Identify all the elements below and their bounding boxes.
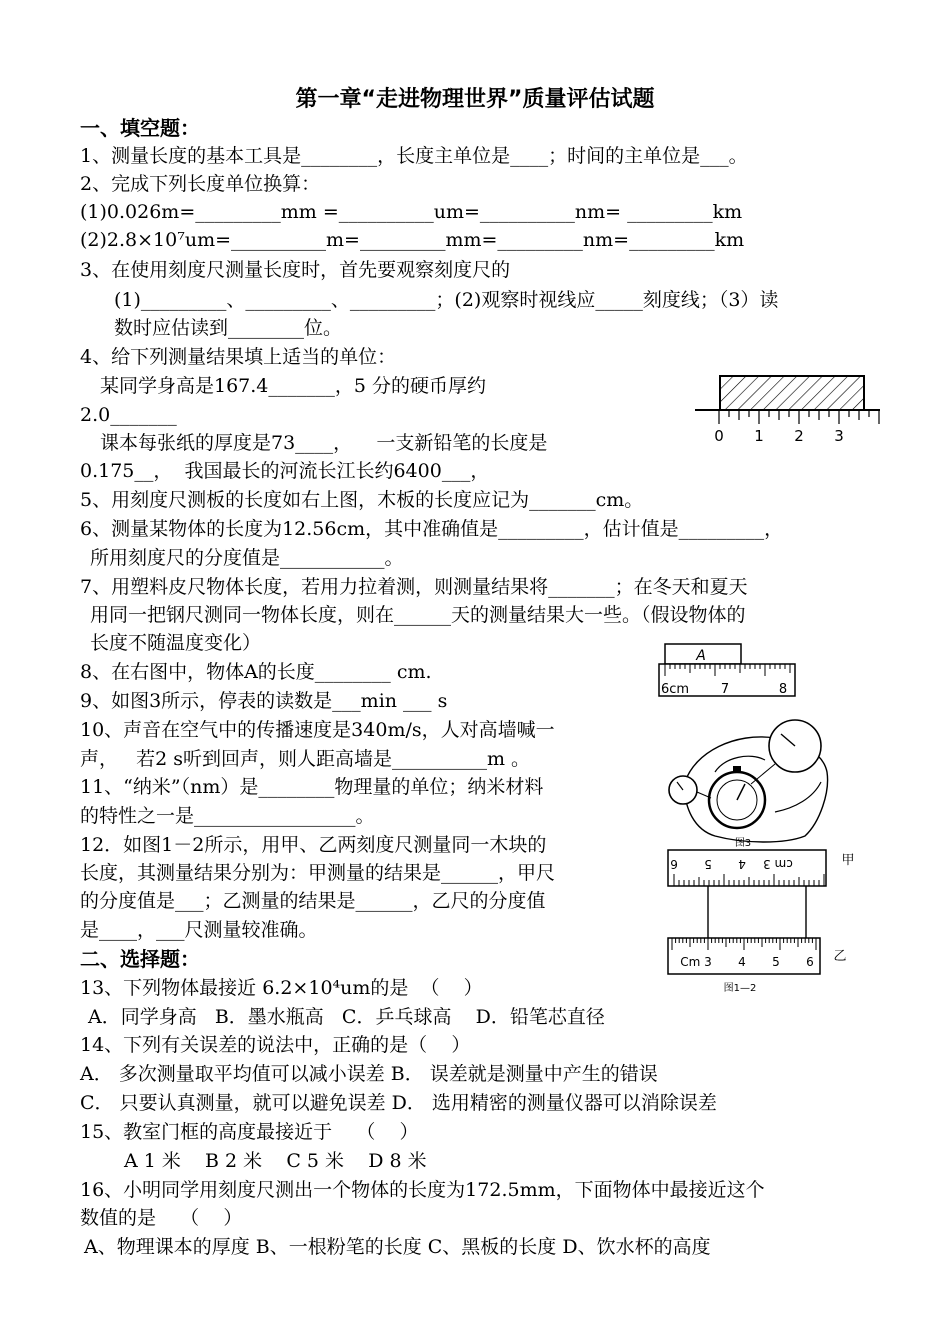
- question-9: 9、如图3所示，停表的读数是___min ___ s: [80, 690, 448, 712]
- question-12: 12．如图1－2所示，用甲、乙两刻度尺测量同一木块的: [80, 834, 547, 856]
- question-5: 5、用刻度尺测板的长度如右上图，木板的长度应记为_______cm。: [80, 489, 644, 511]
- question-1: 1、测量长度的基本工具是________，长度主单位是____；时间的主单位是___。: [80, 145, 748, 167]
- question-10-line-2: 声， 若2 s听到回声，则人距高墙是__________m 。: [80, 748, 531, 770]
- question-6: 6、测量某物体的长度为12.56cm，其中准确值是_________，估计值是_________，: [80, 518, 784, 540]
- question-3-line-3: 数时应估读到________位。: [114, 317, 343, 339]
- ruler-yi-label-cm3: Cm 3: [680, 955, 712, 969]
- question-15-options: A 1 米 B 2 米 C 5 米 D 8 米: [124, 1150, 427, 1172]
- question-7-line-3: 长度不随温度变化）: [90, 632, 262, 654]
- question-10: 10、声音在空气中的传播速度是340m/s，人对高墙喊一: [80, 719, 555, 741]
- object-a-ruler-figure: [655, 640, 800, 702]
- object-a-label: A: [696, 648, 706, 664]
- question-14-options-ab: A． 多次测量取平均值可以减小误差 B． 误差就是测量中产生的错误: [80, 1063, 658, 1085]
- ruler-yi-label-4: 4: [738, 955, 746, 969]
- ruler-jia-label-5: 5: [704, 857, 712, 871]
- question-12-line-4: 是____，___尺测量较准确。: [80, 919, 318, 941]
- question-7: 7、用塑料皮尺物体长度，若用力拉着测，则测量结果将_______；在冬天和夏天: [80, 576, 748, 598]
- question-8: 8、在右图中，物体A的长度________ cm.: [80, 661, 432, 683]
- question-14-options-cd: C． 只要认真测量，就可以避免误差 D． 选用精密的测量仪器可以消除误差: [80, 1092, 717, 1114]
- question-4-line-5: 0.175__， 我国最长的河流长江长约6400___，: [80, 460, 490, 482]
- question-16-options: A、物理课本的厚度 B、一根粉笔的长度 C、黑板的长度 D、饮水杯的高度: [84, 1236, 711, 1258]
- question-16: 16、小明同学用刻度尺测出一个物体的长度为172.5mm，下面物体中最接近这个: [80, 1179, 765, 1201]
- question-3-line-2: (1)_________、_________、_________；(2)观察时视线应_____刻度线；（3）读: [114, 289, 779, 311]
- ruler-jia-label-cm3: cm 3: [763, 857, 793, 871]
- question-15: 15、教室门框的高度最接近于 （ ）: [80, 1121, 419, 1143]
- question-2-part-2: (2)2.8×10⁷um=__________m=_________mm=_________nm=_________km: [80, 229, 745, 251]
- question-14: 14、下列有关误差的说法中，正确的是（ ）: [80, 1034, 471, 1056]
- question-4-line-2: 某同学身高是167.4_______，5 分的硬币厚约: [100, 375, 487, 397]
- fig3-caption: 图3: [734, 838, 752, 849]
- two-rulers-figure: [660, 846, 860, 996]
- section-choice-heading: 二、选择题：: [80, 947, 200, 971]
- ruler2-label-7: 7: [720, 682, 730, 697]
- question-12-line-2: 长度，其测量结果分别为：甲测量的结果是______，甲尺: [80, 862, 556, 884]
- stopwatch-figure: [655, 712, 835, 850]
- wood-board: [720, 376, 864, 410]
- ruler-jia-label-4: 4: [738, 857, 746, 871]
- question-13-options: A．同学身高 B．墨水瓶高 C．乒乓球高 D．铅笔芯直径: [88, 1006, 605, 1028]
- ruler2-label-6cm: 6cm: [661, 682, 690, 697]
- question-4: 4、给下列测量结果填上适当的单位：: [80, 346, 397, 368]
- ruler-label-0: 0: [714, 427, 724, 445]
- question-3: 3、在使用刻度尺测量长度时，首先要观察刻度尺的: [80, 259, 511, 281]
- fig12-caption: 图1—2: [723, 983, 757, 994]
- ruler-yi-label-5: 5: [772, 955, 780, 969]
- question-11: 11、“纳米”（nm）是________物理量的单位；纳米材料: [80, 776, 544, 798]
- question-2: 2、完成下列长度单位换算：: [80, 173, 321, 195]
- ruler-jia-label-6: 6: [670, 857, 678, 871]
- ruler-yi-name: 乙: [833, 949, 847, 964]
- ruler2-label-8: 8: [778, 682, 788, 697]
- stopwatch-crown: [733, 766, 741, 772]
- ruler-board-figure: [690, 368, 890, 448]
- question-11-line-2: 的特性之一是_________________。: [80, 805, 375, 827]
- section-fill-in-heading: 一、填空题：: [80, 116, 200, 140]
- ruler-label-1: 1: [754, 427, 764, 445]
- question-13: 13、下列物体最接近 6.2×10⁴um的是 （ ）: [80, 977, 483, 999]
- question-16-line-2: 数值的是 （ ）: [80, 1207, 243, 1229]
- ruler-label-2: 2: [794, 427, 804, 445]
- ruler-jia: [668, 850, 826, 886]
- ruler-label-3: 3: [834, 427, 844, 445]
- question-6-line-2: 所用刻度尺的分度值是___________。: [90, 547, 404, 569]
- question-12-line-3: 的分度值是___；乙测量的结果是______，乙尺的分度值: [80, 890, 546, 912]
- ruler-yi-label-6: 6: [806, 955, 814, 969]
- page-title: 第一章“走进物理世界”质量评估试题: [295, 87, 655, 112]
- question-2-part-1: (1)0.026m=_________mm =__________um=__________nm= _________km: [80, 201, 743, 223]
- question-4-line-3: 2.0_______: [80, 404, 177, 426]
- question-7-line-2: 用同一把钢尺测同一物体长度，则在______天的测量结果大一些。（假设物体的: [90, 604, 746, 626]
- ruler-jia-name: 甲: [841, 853, 855, 868]
- question-4-line-4: 课本每张纸的厚度是73____， 一支新铅笔的长度是: [100, 432, 548, 454]
